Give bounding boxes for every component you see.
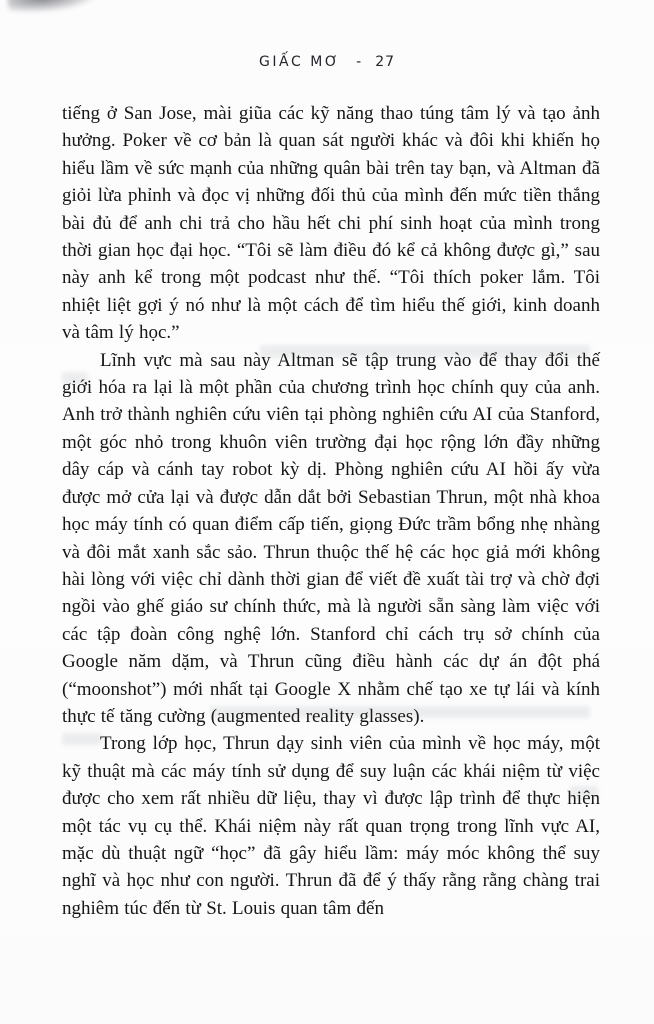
scan-smudge-artifact — [7, 0, 96, 14]
page-header — [0, 54, 654, 70]
paragraph-study-field: Lĩnh vực mà sau này Altman sẽ tập trung vào để thay đổi thế giới hóa ra lại là một phần của chương trình học chính quy của anh. Anh trở thành nghiên cứu viên tại phòng nghiên cứu AI của Stanford, một góc nhỏ trong khuôn viên trường đại học rộng lớn đầy những dây cáp và cánh tay robot kỳ dị. Phòng nghiên cứu AI hồi ấy vừa được mở cửa lại và được dẫn dắt bởi Sebastian Thrun, một nhà khoa học máy tính có quan điểm cấp tiến, giọng Đức trầm bổng nhẹ nhàng và đôi mắt xanh sắc sảo. Thrun thuộc thế hệ các học giả mới không hài lòng với việc chỉ dành thời gian để viết đề xuất tài trợ và chờ đợi ngồi vào ghế giáo sư chính thức, mà là người sẵn sàng làm việc với các tập đoàn công nghệ lớn. Stanford chỉ cách trụ sở chính của Google năm dặm, và Thrun cũng điều hành các dự án đột phá (“moonshot”) mới nhất tại Google X nhằm chế tạo xe tự lái và kính thực tế tăng cường (augmented reality glasses). — [62, 349, 600, 727]
header-separator: - — [356, 54, 362, 70]
chapter-title: GIẤC MƠ — [258, 54, 341, 70]
body-text-block — [62, 100, 600, 922]
page-number: 27 — [375, 54, 396, 70]
paragraph-continuation: tiếng ở San Jose, mài giũa các kỹ năng thao túng tâm lý và tạo ảnh hưởng. Poker về cơ bản là quan sát người khác và đôi khi khiến họ hiểu lầm về sức mạnh của những quân bài trên tay bạn, và Altman đã giỏi lừa phỉnh và đọc vị những đối thủ của mình đến mức tiền thắng bài đủ để anh chi trả cho hầu hết chi phí sinh hoạt của mình trong thời gian học đại học. “Tôi sẽ làm điều đó kể cả không được gì,” sau này anh kể trong một podcast như thế. “Tôi thích poker lắm. Tôi nhiệt liệt gợi ý nó như là một cách để tìm hiểu thế giới, kinh doanh và tâm lý học.” — [62, 103, 600, 344]
paragraph-machine-learning: Trong lớp học, Thrun dạy sinh viên của mình về học máy, một kỹ thuật mà các máy tính sử dụng để suy luận các khái niệm từ việc được cho xem rất nhiều dữ liệu, thay vì được lập trình để thực hiện một tác vụ cụ thể. Khái niệm này rất quan trọng trong lĩnh vực AI, mặc dù thuật ngữ “học” đã gây hiểu lầm: máy móc không thể suy nghĩ và học như con người. Thrun đã để ý thấy rằng rằng chàng trai nghiêm túc đến từ St. Louis quan tâm đến — [62, 733, 600, 919]
